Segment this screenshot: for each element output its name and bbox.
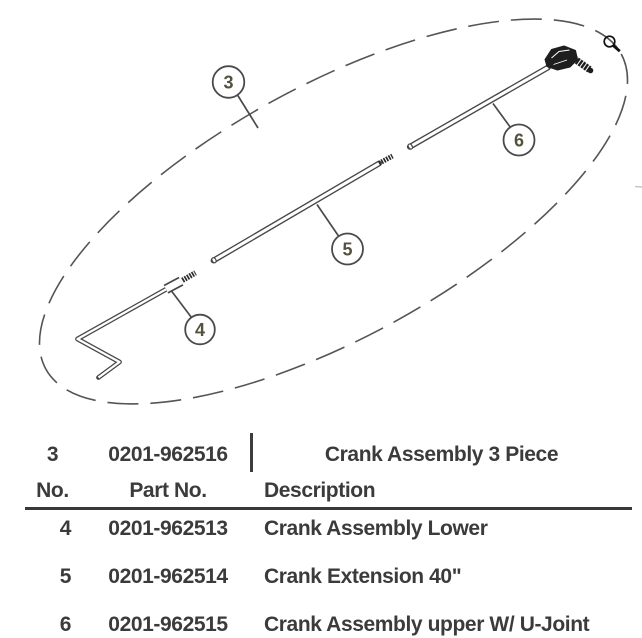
header-description: Description [264, 479, 376, 502]
separator-bar [250, 433, 253, 472]
row-part-no: 0201-962513 [108, 517, 228, 540]
callout-4-label: 4 [194, 320, 206, 340]
table-header-row [0, 470, 642, 512]
threaded-tip [183, 273, 196, 281]
row-no: 6 [59, 613, 71, 636]
edge-artifact [635, 187, 642, 188]
row-part-no: 0201-962514 [108, 565, 228, 588]
callout-5 [317, 205, 363, 265]
table-row [0, 559, 642, 595]
product-description: Crank Assembly 3 Piece [324, 443, 559, 466]
table-row [0, 607, 642, 638]
callout-5-label: 5 [342, 239, 353, 260]
product-part-no: 0201-962516 [108, 443, 228, 466]
row-part-no: 0201-962515 [108, 613, 228, 636]
callout-6-label: 6 [513, 130, 525, 151]
callout-3-label: 3 [223, 72, 234, 93]
table-row [0, 511, 642, 547]
u-joint-block [545, 46, 578, 70]
crank-lower-part [78, 273, 196, 378]
header-part-no: Part No. [129, 479, 207, 502]
row-no: 5 [59, 565, 71, 588]
crank-extension-part [211, 156, 392, 263]
zoom-icon[interactable] [604, 36, 620, 51]
table-rule [25, 507, 632, 510]
crank-upper-part [407, 46, 593, 150]
callout-6 [493, 104, 535, 156]
row-description: Crank Assembly Lower [264, 517, 488, 540]
header-no: No. [36, 479, 69, 502]
product-no: 3 [46, 443, 59, 466]
row-no: 4 [59, 517, 71, 540]
row-description: Crank Extension 40" [264, 565, 462, 588]
callout-4 [172, 291, 215, 344]
parts-table [0, 430, 642, 638]
row-description: Crank Assembly upper W/ U-Joint [264, 613, 590, 636]
callout-3 [213, 66, 258, 128]
